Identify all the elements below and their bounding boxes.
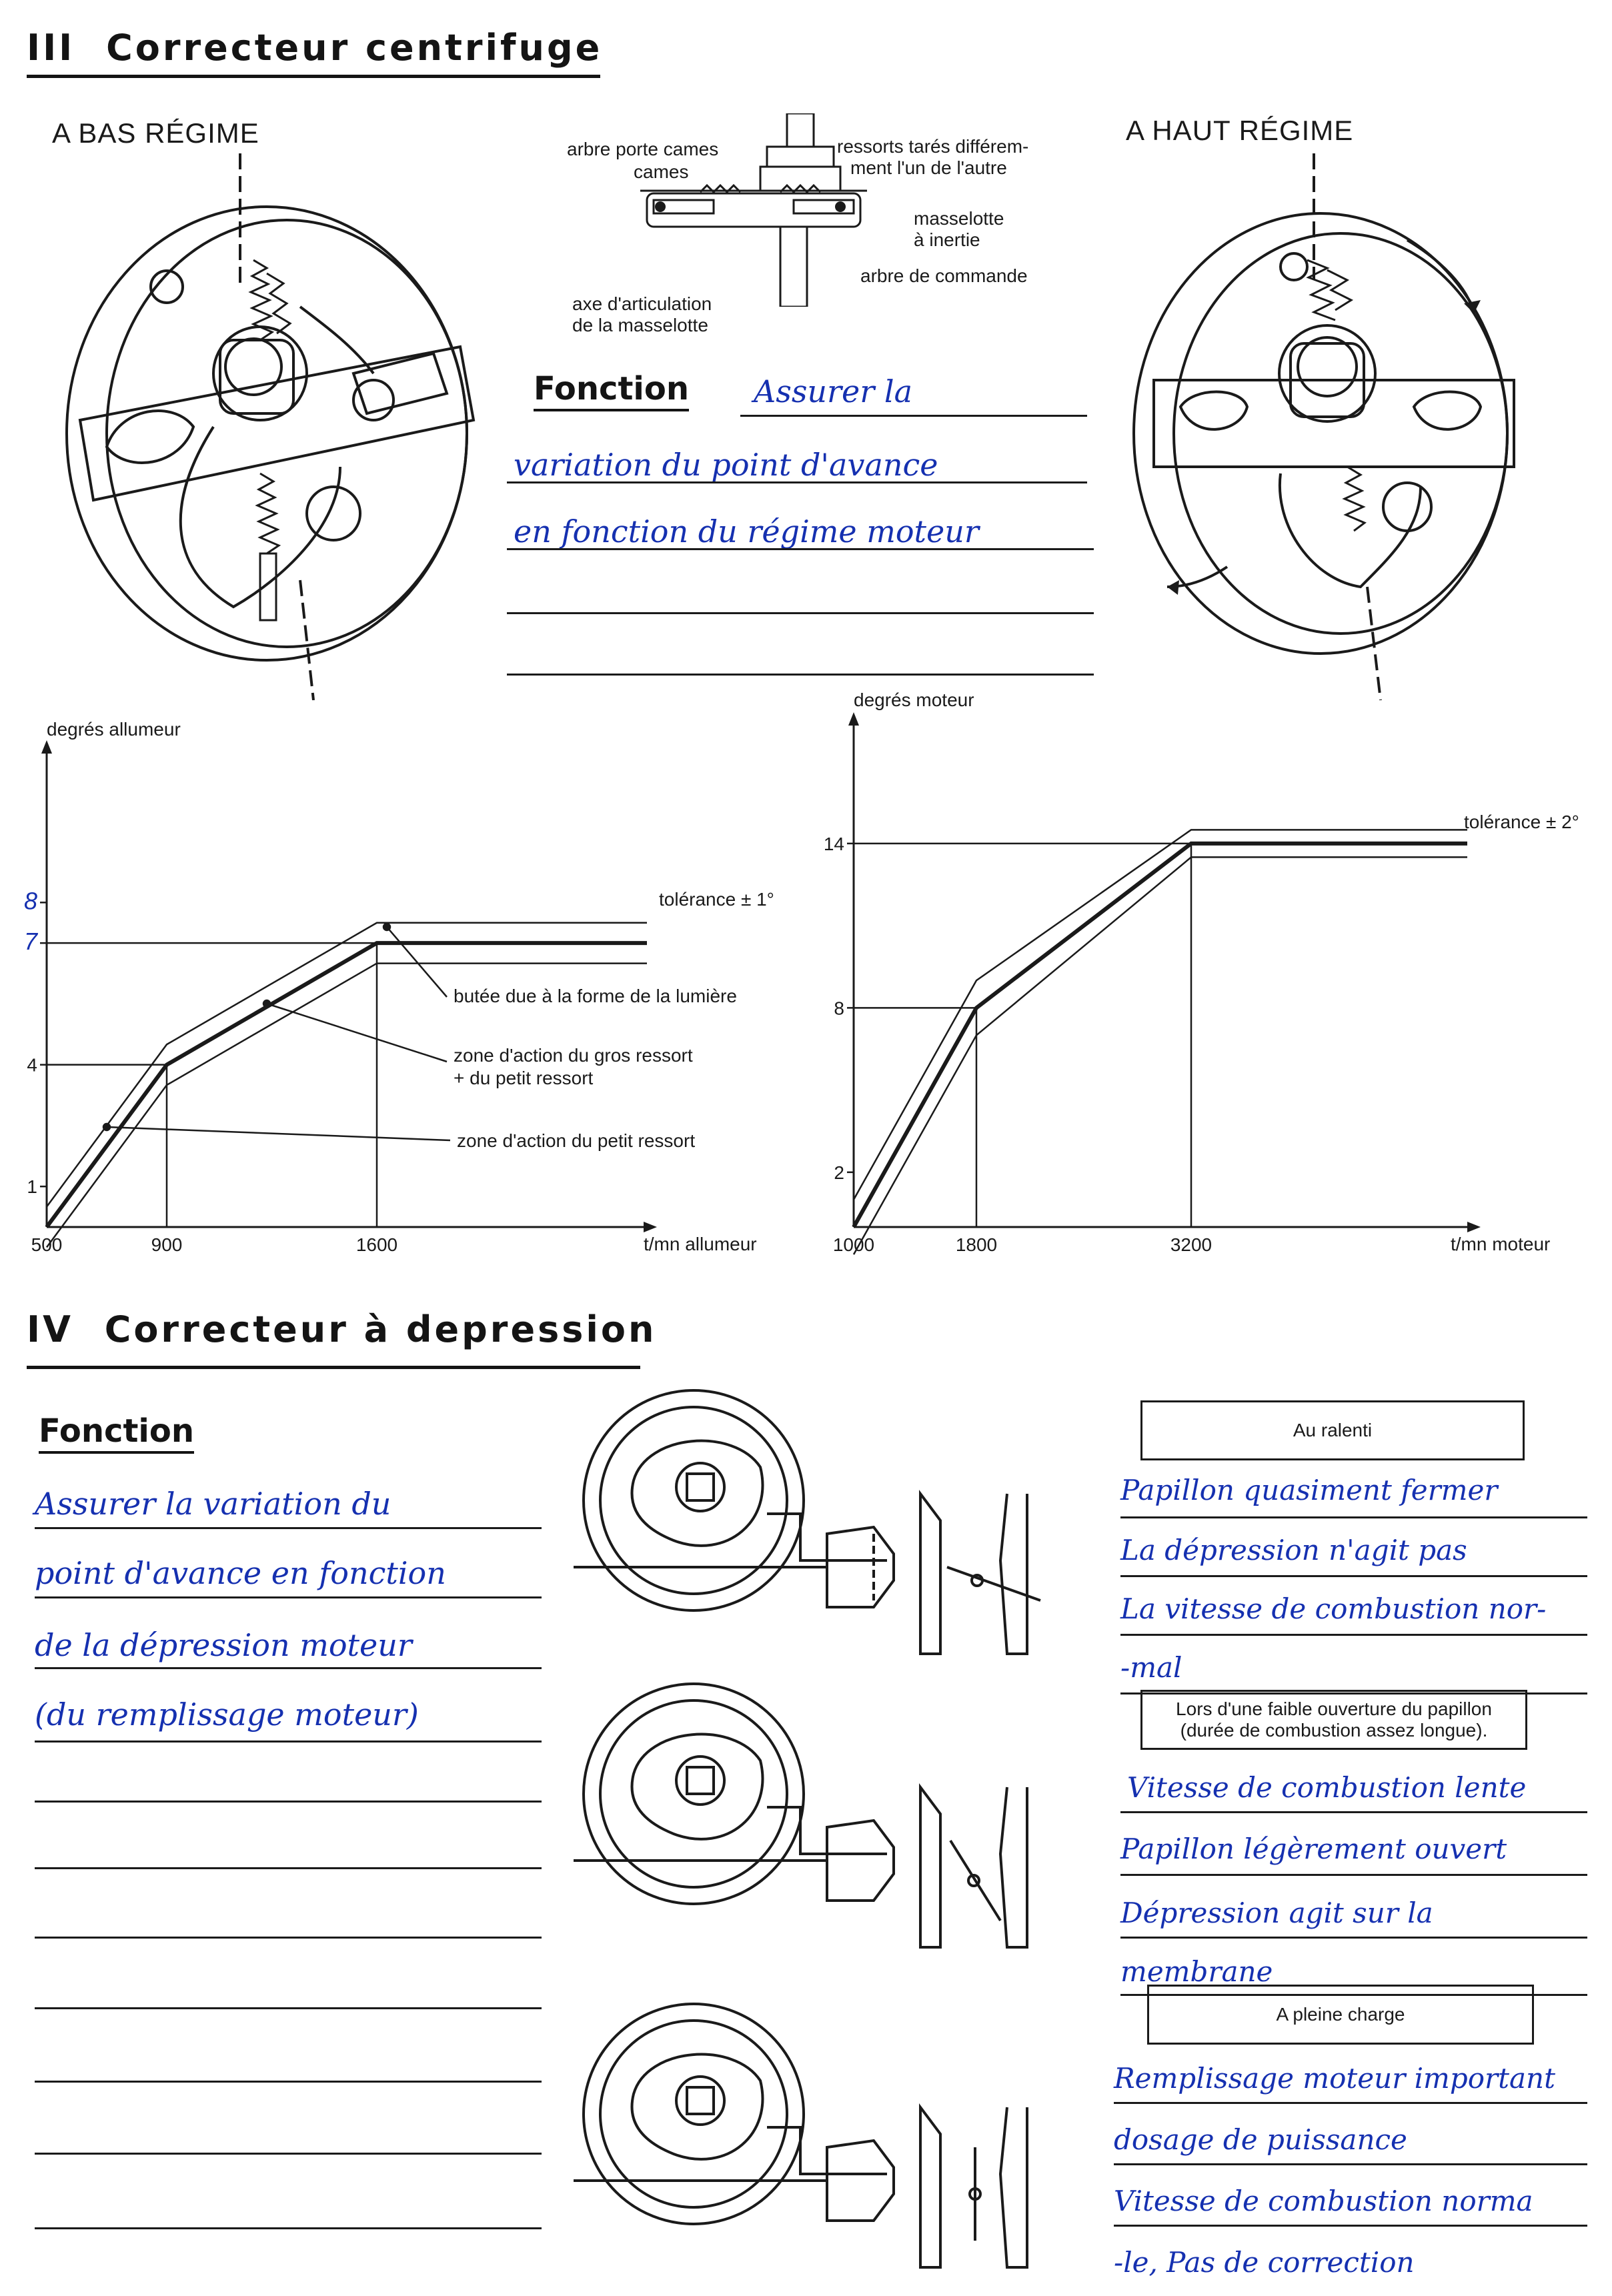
answer-line <box>35 2007 542 2009</box>
chart2-y-tick-14: 14 <box>823 833 844 854</box>
section-3-title: Correcteur centrifuge <box>106 27 603 69</box>
chart-advance-allumeur <box>0 740 800 1274</box>
case-box-faible-ouverture-label: Lors d'une faible ouverture du papillon <box>1176 1698 1492 1719</box>
chart1-annotation-petit-ressort-plus: + du petit ressort <box>454 1068 594 1088</box>
answer-line <box>35 1596 542 1598</box>
high-regime-drawing <box>1127 153 1541 700</box>
chart2-xlabel: t/mn moteur <box>1451 1234 1551 1254</box>
chart1-annotation-petit-ressort: zone d'action du petit ressort <box>457 1130 696 1151</box>
chart2-series-3 <box>854 830 1467 1200</box>
answer-line <box>507 481 1087 483</box>
case-3-line-2: dosage de puissance <box>1114 2123 1407 2156</box>
fonction-line-4-2: point d'avance en fonction <box>35 1555 446 1591</box>
section-4-number: IV <box>27 1308 73 1350</box>
label-masselotte: masselotte <box>914 208 1004 229</box>
chart1-x-tick-1600: 1600 <box>355 1234 398 1255</box>
answer-line <box>1120 1575 1587 1577</box>
fonction-line-4-1: Assurer la variation du <box>35 1486 391 1522</box>
answer-line <box>35 2081 542 2083</box>
chart1-xlabel: t/mn allumeur <box>644 1234 757 1254</box>
case-1-line-3: La vitesse de combustion nor- <box>1120 1592 1547 1625</box>
label-arbre-porte-cames: arbre porte cames <box>567 139 719 159</box>
chart2-x-tick-1000: 1000 <box>832 1234 875 1255</box>
case-3-line-3: Vitesse de combustion norma <box>1114 2185 1533 2217</box>
answer-line <box>35 1801 542 1803</box>
chart1-leader-gros-ressort-arrowhead <box>263 1000 270 1007</box>
chart2-y-tick-8: 8 <box>834 998 844 1019</box>
case-2-line-4: membrane <box>1120 1955 1273 1988</box>
answer-line <box>35 1667 542 1669</box>
section-4-heading <box>27 1308 656 1350</box>
case-2-line-1: Vitesse de combustion lente <box>1127 1771 1527 1804</box>
answer-line <box>35 1527 542 1529</box>
answer-line <box>740 415 1087 417</box>
chart1-x-tick-500: 500 <box>31 1234 63 1255</box>
fonction-label-3: Fonction <box>534 370 689 411</box>
chart1-ylabel: degrés allumeur <box>47 719 181 740</box>
chart1-leader-gros-ressort <box>267 1004 447 1062</box>
fonction-line-4-4: (du remplissage moteur) <box>35 1696 419 1733</box>
answer-line <box>507 612 1094 614</box>
answer-line <box>507 674 1094 676</box>
answer-line <box>507 548 1094 550</box>
label-inertie: à inertie <box>914 229 980 250</box>
case-1-line-2: La dépression n'agit pas <box>1120 1534 1467 1566</box>
case-2-line-3: Dépression agit sur la <box>1120 1897 1433 1929</box>
fonction-line-4-3: de la dépression moteur <box>35 1627 412 1663</box>
chart1-y-tick-4: 4 <box>27 1054 37 1076</box>
high-regime-label: A HAUT RÉGIME <box>1126 115 1354 146</box>
answer-line <box>35 1741 542 1743</box>
case-box-faible-ouverture-label-2: (durée de combustion assez longue). <box>1180 1720 1488 1741</box>
chart1-y-tick-1: 1 <box>27 1176 37 1198</box>
fonction-label-4: Fonction <box>39 1412 194 1454</box>
chart1-leader-petit-ressort <box>107 1127 450 1140</box>
chart2-annotation-tolerance: tolérance ± 2° <box>1464 812 1579 832</box>
chart1-y-tick-7: 7 <box>23 928 37 956</box>
case-1-line-4: -mal <box>1120 1651 1182 1684</box>
label-ressorts: ressorts tarés différem- <box>837 136 1029 157</box>
fonction-line-3-1: Assurer la <box>754 373 913 409</box>
answer-line <box>1114 2225 1587 2227</box>
answer-line <box>1114 2102 1587 2104</box>
case-box-ralenti-label: Au ralenti <box>1293 1420 1373 1440</box>
answer-line <box>35 1867 542 1869</box>
section-4-underline <box>27 1366 640 1369</box>
chart1-annotation-tolerance: tolérance ± 1° <box>659 889 774 910</box>
chart1-annotation-butee: butée due à la forme de la lumière <box>454 986 737 1006</box>
case-1-line-1: Papillon quasiment fermer <box>1120 1474 1498 1506</box>
label-axe-2: de la masselotte <box>572 315 708 335</box>
answer-line <box>1120 1874 1587 1876</box>
fonction-line-3-3: en fonction du régime moteur <box>514 513 979 549</box>
chart1-x-tick-900: 900 <box>151 1234 183 1255</box>
answer-line <box>1120 1516 1587 1518</box>
chart2-series-2 <box>854 857 1467 1254</box>
chart1-leader-petit-ressort-arrowhead <box>103 1124 110 1130</box>
answer-line <box>35 2153 542 2155</box>
chart2-x-tick-1800: 1800 <box>955 1234 998 1255</box>
case-box-pleine-charge <box>1147 1985 1534 2045</box>
section-4-title: Correcteur à depression <box>104 1308 657 1350</box>
case-3-line-4: -le, Pas de correction <box>1114 2246 1415 2279</box>
section-3-underline <box>27 75 600 78</box>
answer-line <box>1120 1634 1587 1636</box>
answer-line <box>1120 1937 1587 1939</box>
label-ressorts-2: ment l'un de l'autre <box>850 157 1007 178</box>
case-box-ralenti <box>1140 1400 1525 1460</box>
answer-line <box>1114 2163 1587 2165</box>
vacuum-corrector-drawings <box>560 1387 1067 2281</box>
case-box-faible-ouverture <box>1140 1690 1527 1750</box>
chart1-y-tick-8: 8 <box>23 887 37 915</box>
answer-line <box>1120 1811 1587 1813</box>
chart2-ylabel: degrés moteur <box>854 690 974 710</box>
chart2-y-tick-2: 2 <box>834 1162 844 1183</box>
chart1-annotation-gros-ressort: zone d'action du gros ressort <box>454 1045 693 1066</box>
case-box-pleine-charge-label: A pleine charge <box>1276 2004 1405 2025</box>
answer-line <box>35 2227 542 2229</box>
chart1-leader-butee <box>387 927 447 997</box>
section-3-heading <box>27 27 602 69</box>
low-regime-drawing <box>60 153 500 700</box>
section-3-number: III <box>27 27 75 69</box>
chart-advance-moteur <box>800 707 1612 1267</box>
chart1-leader-butee-arrowhead <box>383 924 390 930</box>
case-3-line-1: Remplissage moteur important <box>1114 2062 1555 2095</box>
case-2-line-2: Papillon légèrement ouvert <box>1120 1833 1507 1865</box>
fonction-line-3-2: variation du point d'avance <box>514 447 938 483</box>
chart2-x-tick-3200: 3200 <box>1170 1234 1213 1255</box>
label-arbre-commande: arbre de commande <box>860 265 1028 286</box>
low-regime-label: A BAS RÉGIME <box>52 117 259 149</box>
answer-line <box>35 1937 542 1939</box>
label-axe: axe d'articulation <box>572 293 712 314</box>
label-cames: cames <box>634 161 689 182</box>
